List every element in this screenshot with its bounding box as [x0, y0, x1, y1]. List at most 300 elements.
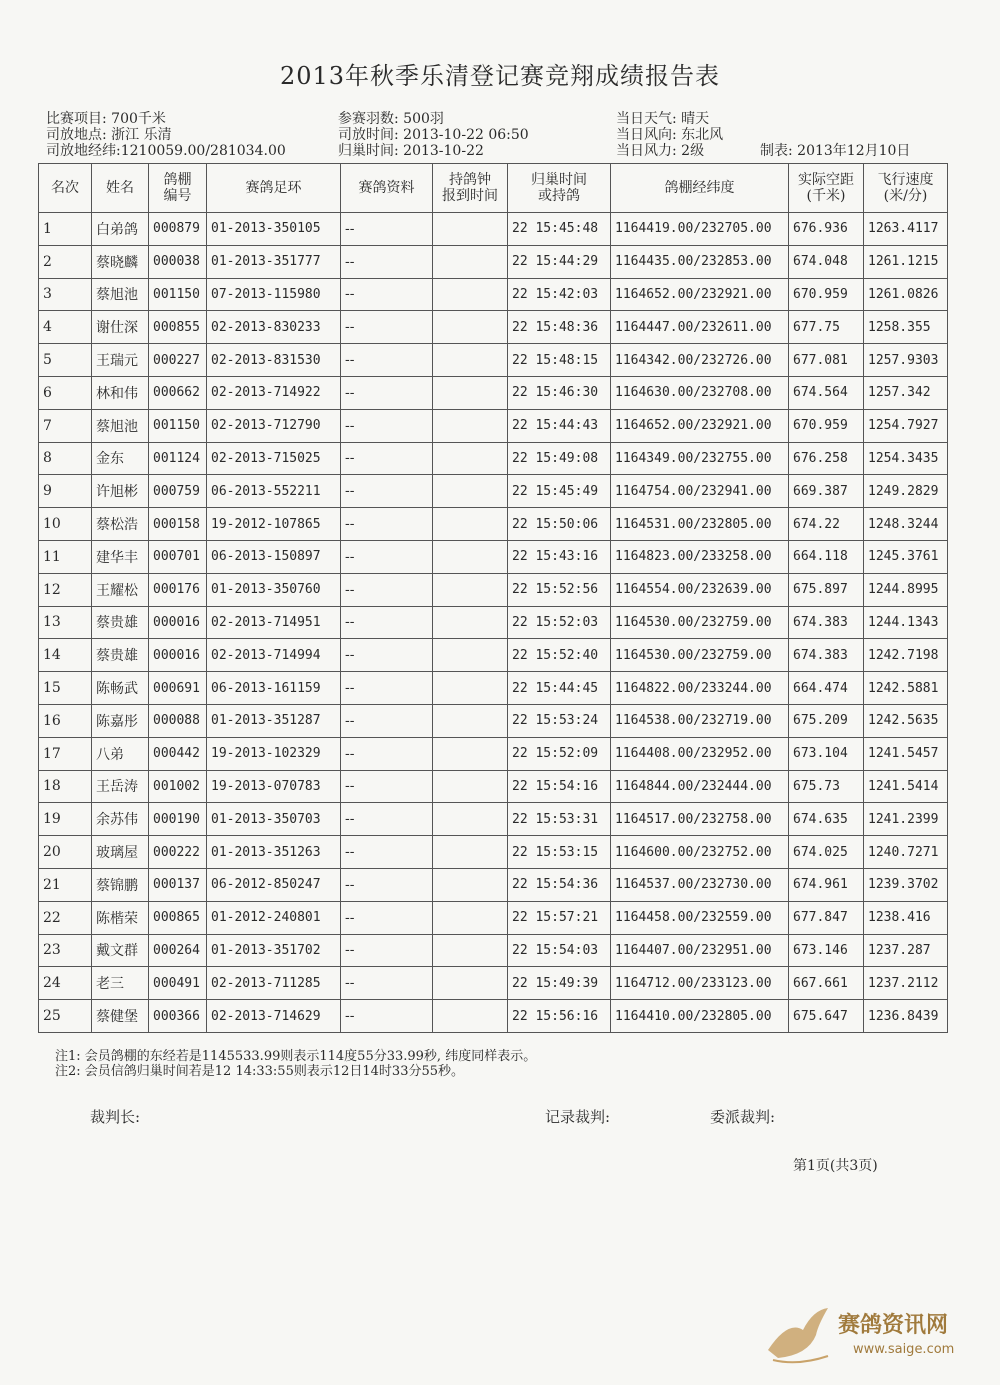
cell-ring: 01-2013-351777: [207, 245, 341, 278]
cell-coords: 1164419.00/232705.00: [611, 213, 789, 246]
cell-loft-no: 000176: [149, 573, 207, 606]
table-row: [39, 540, 948, 573]
cell-distance: 675.897: [789, 573, 864, 606]
note-1: 注1: 会员鸽棚的东经若是1145533.99则表示114度55分33.99秒, 纬度同样表示。: [55, 1049, 537, 1064]
cell-speed: 1239.3702: [864, 868, 948, 901]
cell-arrive-time: 22 15:52:56: [508, 573, 611, 606]
made-on-date: 制表: 2013年12月10日: [760, 143, 911, 159]
chief-referee-label: 裁判长:: [90, 1108, 141, 1126]
cell-rank: 5: [39, 344, 92, 377]
header-speed: [864, 164, 948, 213]
cell-clock: [433, 376, 508, 409]
cell-loft-no: 000759: [149, 475, 207, 508]
release-time: 司放时间: 2013-10-22 06:50: [338, 127, 529, 143]
cell-clock: [433, 770, 508, 803]
cell-arrive-time: 22 15:49:08: [508, 442, 611, 475]
cell-clock: [433, 737, 508, 770]
cell-rank: 10: [39, 508, 92, 541]
cell-clock: [433, 672, 508, 705]
cell-rank: 22: [39, 901, 92, 934]
cell-loft-no: 000190: [149, 803, 207, 836]
cell-rank: 2: [39, 245, 92, 278]
cell-clock: [433, 213, 508, 246]
cell-ring: 07-2013-115980: [207, 278, 341, 311]
cell-speed: 1241.5414: [864, 770, 948, 803]
cell-clock: [433, 508, 508, 541]
header-name: [92, 164, 149, 213]
cell-clock: [433, 1000, 508, 1033]
cell-arrive-time: 22 15:45:49: [508, 475, 611, 508]
cell-info: --: [341, 967, 433, 1000]
cell-name: 老三: [92, 967, 149, 1000]
cell-arrive-time: 22 15:48:15: [508, 344, 611, 377]
cell-arrive-time: 22 15:44:45: [508, 672, 611, 705]
cell-speed: 1238.416: [864, 901, 948, 934]
header-arrive-line2: 或持鸽: [538, 188, 580, 204]
cell-name: 谢仕深: [92, 311, 149, 344]
table-row: [39, 639, 948, 672]
cell-loft-no: 000366: [149, 1000, 207, 1033]
cell-coords: 1164435.00/232853.00: [611, 245, 789, 278]
cell-name: 蔡旭池: [92, 278, 149, 311]
weather: 当日天气: 晴天: [616, 111, 710, 127]
cell-info: --: [341, 868, 433, 901]
cell-rank: 6: [39, 376, 92, 409]
table-row: [39, 704, 948, 737]
header-name-label: 姓名: [106, 180, 134, 196]
watermark-name: 赛鸽资讯网: [838, 1313, 949, 1338]
cell-name: 金东: [92, 442, 149, 475]
cell-coords: 1164458.00/232559.00: [611, 901, 789, 934]
cell-clock: [433, 573, 508, 606]
header-speed-line2: (米/分): [883, 188, 928, 204]
cell-name: 戴文群: [92, 934, 149, 967]
cell-rank: 3: [39, 278, 92, 311]
cell-clock: [433, 606, 508, 639]
cell-speed: 1244.8995: [864, 573, 948, 606]
cell-distance: 674.383: [789, 606, 864, 639]
header-coords-label: 鸽棚经纬度: [664, 180, 735, 196]
cell-coords: 1164408.00/232952.00: [611, 737, 789, 770]
cell-ring: 02-2013-714994: [207, 639, 341, 672]
cell-distance: 674.025: [789, 836, 864, 869]
cell-ring: 06-2012-850247: [207, 868, 341, 901]
cell-rank: 21: [39, 868, 92, 901]
page-number: 第1页(共3页): [793, 1158, 878, 1174]
table-row: [39, 508, 948, 541]
cell-speed: 1237.287: [864, 934, 948, 967]
cell-distance: 669.387: [789, 475, 864, 508]
cell-info: --: [341, 934, 433, 967]
table-row: [39, 344, 948, 377]
cell-coords: 1164823.00/233258.00: [611, 540, 789, 573]
cell-coords: 1164712.00/233123.00: [611, 967, 789, 1000]
cell-info: --: [341, 508, 433, 541]
cell-rank: 14: [39, 639, 92, 672]
cell-clock: [433, 409, 508, 442]
cell-coords: 1164410.00/232805.00: [611, 1000, 789, 1033]
cell-loft-no: 000662: [149, 376, 207, 409]
recorder-referee-label: 记录裁判:: [545, 1108, 611, 1126]
header-distance-line1: 实际空距: [798, 172, 854, 188]
cell-distance: 676.936: [789, 213, 864, 246]
cell-info: --: [341, 344, 433, 377]
table-row: [39, 409, 948, 442]
cell-name: 林和伟: [92, 376, 149, 409]
cell-clock: [433, 803, 508, 836]
cell-ring: 02-2013-714629: [207, 1000, 341, 1033]
cell-ring: 01-2013-351702: [207, 934, 341, 967]
cell-loft-no: 000264: [149, 934, 207, 967]
cell-rank: 11: [39, 540, 92, 573]
header-clock-line2: 报到时间: [442, 188, 498, 204]
note-2: 注2: 会员信鸽归巢时间若是12 14:33:55则表示12日14时33分55秒。: [55, 1064, 465, 1079]
cell-ring: 19-2012-107865: [207, 508, 341, 541]
cell-speed: 1242.5635: [864, 704, 948, 737]
cell-coords: 1164342.00/232726.00: [611, 344, 789, 377]
cell-speed: 1254.7927: [864, 409, 948, 442]
header-clock: [433, 164, 508, 213]
cell-name: 蔡旭池: [92, 409, 149, 442]
table-row: [39, 311, 948, 344]
cell-clock: [433, 344, 508, 377]
release-coords: 司放地经纬:1210059.00/281034.00: [46, 143, 286, 159]
cell-distance: 673.104: [789, 737, 864, 770]
cell-name: 蔡贵雄: [92, 606, 149, 639]
cell-clock: [433, 245, 508, 278]
cell-loft-no: 000038: [149, 245, 207, 278]
cell-ring: 01-2013-350760: [207, 573, 341, 606]
cell-info: --: [341, 737, 433, 770]
cell-distance: 677.847: [789, 901, 864, 934]
table-row: [39, 376, 948, 409]
cell-name: 蔡晓麟: [92, 245, 149, 278]
table-row: [39, 934, 948, 967]
cell-speed: 1249.2829: [864, 475, 948, 508]
cell-clock: [433, 704, 508, 737]
cell-distance: 677.75: [789, 311, 864, 344]
cell-ring: 01-2012-240801: [207, 901, 341, 934]
cell-distance: 670.959: [789, 409, 864, 442]
cell-arrive-time: 22 15:56:16: [508, 1000, 611, 1033]
cell-speed: 1248.3244: [864, 508, 948, 541]
header-speed-line1: 飞行速度: [877, 172, 934, 188]
cell-coords: 1164554.00/232639.00: [611, 573, 789, 606]
cell-info: --: [341, 311, 433, 344]
cell-rank: 23: [39, 934, 92, 967]
cell-distance: 674.048: [789, 245, 864, 278]
cell-loft-no: 001002: [149, 770, 207, 803]
cell-loft-no: 000691: [149, 672, 207, 705]
header-distance: [789, 164, 864, 213]
header-info-label: 赛鸽资料: [358, 180, 415, 196]
cell-ring: 02-2013-712790: [207, 409, 341, 442]
table-row: [39, 213, 948, 246]
cell-coords: 1164652.00/232921.00: [611, 409, 789, 442]
header-loft-no: [149, 164, 207, 213]
cell-clock: [433, 540, 508, 573]
cell-arrive-time: 22 15:48:36: [508, 311, 611, 344]
cell-info: --: [341, 770, 433, 803]
cell-distance: 667.661: [789, 967, 864, 1000]
results-table: [38, 163, 948, 1033]
cell-ring: 02-2013-715025: [207, 442, 341, 475]
cell-coords: 1164600.00/232752.00: [611, 836, 789, 869]
cell-rank: 7: [39, 409, 92, 442]
cell-name: 八弟: [92, 737, 149, 770]
cell-info: --: [341, 245, 433, 278]
cell-name: 蔡松浩: [92, 508, 149, 541]
cell-coords: 1164630.00/232708.00: [611, 376, 789, 409]
cell-name: 王瑞元: [92, 344, 149, 377]
cell-info: --: [341, 376, 433, 409]
header-clock-line1: 持鸽钟: [449, 172, 491, 188]
cell-info: --: [341, 1000, 433, 1033]
cell-clock: [433, 311, 508, 344]
cell-loft-no: 000137: [149, 868, 207, 901]
header-loft-no-line2: 编号: [163, 188, 192, 204]
cell-rank: 4: [39, 311, 92, 344]
cell-coords: 1164407.00/232951.00: [611, 934, 789, 967]
cell-coords: 1164530.00/232759.00: [611, 639, 789, 672]
header-coords: [611, 164, 789, 213]
report-title: 2013年秋季乐清登记赛竞翔成绩报告表: [279, 62, 721, 90]
table-row: [39, 573, 948, 606]
cell-name: 王岳涛: [92, 770, 149, 803]
pigeon-icon: [758, 1300, 838, 1370]
cell-info: --: [341, 672, 433, 705]
cell-distance: 674.22: [789, 508, 864, 541]
watermark-logo: [758, 1300, 958, 1370]
header-loft-no-line1: 鸽棚: [163, 172, 192, 188]
cell-clock: [433, 278, 508, 311]
cell-distance: 664.118: [789, 540, 864, 573]
cell-loft-no: 001150: [149, 278, 207, 311]
cell-distance: 674.564: [789, 376, 864, 409]
cell-arrive-time: 22 15:53:24: [508, 704, 611, 737]
cell-loft-no: 000158: [149, 508, 207, 541]
header-rank: [39, 164, 92, 213]
cell-speed: 1237.2112: [864, 967, 948, 1000]
return-time: 归巢时间: 2013-10-22: [338, 143, 484, 159]
cell-loft-no: 000442: [149, 737, 207, 770]
table-row: [39, 803, 948, 836]
cell-info: --: [341, 901, 433, 934]
header-arrive: [508, 164, 611, 213]
cell-speed: 1244.1343: [864, 606, 948, 639]
cell-name: 陈嘉彤: [92, 704, 149, 737]
cell-arrive-time: 22 15:57:21: [508, 901, 611, 934]
table-row: [39, 245, 948, 278]
delegate-referee-label: 委派裁判:: [710, 1108, 776, 1126]
cell-arrive-time: 22 15:53:31: [508, 803, 611, 836]
cell-rank: 8: [39, 442, 92, 475]
cell-ring: 06-2013-552211: [207, 475, 341, 508]
cell-ring: 01-2013-351263: [207, 836, 341, 869]
cell-distance: 664.474: [789, 672, 864, 705]
cell-loft-no: 000016: [149, 639, 207, 672]
cell-clock: [433, 442, 508, 475]
cell-speed: 1257.342: [864, 376, 948, 409]
cell-clock: [433, 868, 508, 901]
cell-speed: 1245.3761: [864, 540, 948, 573]
cell-clock: [433, 475, 508, 508]
cell-arrive-time: 22 15:53:15: [508, 836, 611, 869]
cell-info: --: [341, 540, 433, 573]
cell-speed: 1241.5457: [864, 737, 948, 770]
cell-clock: [433, 639, 508, 672]
cell-name: 王耀松: [92, 573, 149, 606]
wind-direction: 当日风向: 东北风: [616, 127, 724, 143]
cell-clock: [433, 934, 508, 967]
cell-info: --: [341, 836, 433, 869]
cell-name: 陈畅武: [92, 672, 149, 705]
table-row: [39, 868, 948, 901]
cell-rank: 12: [39, 573, 92, 606]
cell-ring: 19-2013-102329: [207, 737, 341, 770]
cell-name: 余苏伟: [92, 803, 149, 836]
cell-name: 蔡贵雄: [92, 639, 149, 672]
cell-coords: 1164517.00/232758.00: [611, 803, 789, 836]
cell-speed: 1263.4117: [864, 213, 948, 246]
cell-rank: 19: [39, 803, 92, 836]
wind-force: 当日风力: 2级: [616, 143, 705, 159]
cell-distance: 674.961: [789, 868, 864, 901]
cell-rank: 1: [39, 213, 92, 246]
header-arrive-line1: 归巢时间: [531, 172, 587, 188]
header-info: [341, 164, 433, 213]
table-row: [39, 737, 948, 770]
cell-ring: 02-2013-714922: [207, 376, 341, 409]
cell-coords: 1164531.00/232805.00: [611, 508, 789, 541]
cell-coords: 1164349.00/232755.00: [611, 442, 789, 475]
cell-rank: 9: [39, 475, 92, 508]
cell-distance: 675.647: [789, 1000, 864, 1033]
cell-name: 陈楷荣: [92, 901, 149, 934]
cell-loft-no: 000865: [149, 901, 207, 934]
cell-name: 玻璃屋: [92, 836, 149, 869]
cell-info: --: [341, 606, 433, 639]
cell-distance: 676.258: [789, 442, 864, 475]
cell-distance: 677.081: [789, 344, 864, 377]
table-row: [39, 1000, 948, 1033]
cell-name: 建华丰: [92, 540, 149, 573]
cell-loft-no: 000222: [149, 836, 207, 869]
cell-coords: 1164652.00/232921.00: [611, 278, 789, 311]
cell-arrive-time: 22 15:54:16: [508, 770, 611, 803]
cell-coords: 1164537.00/232730.00: [611, 868, 789, 901]
cell-arrive-time: 22 15:54:36: [508, 868, 611, 901]
cell-distance: 674.383: [789, 639, 864, 672]
cell-distance: 675.73: [789, 770, 864, 803]
header-ring: [207, 164, 341, 213]
cell-arrive-time: 22 15:42:03: [508, 278, 611, 311]
table-header-row: [39, 164, 948, 213]
cell-ring: 01-2013-350105: [207, 213, 341, 246]
table-row: [39, 278, 948, 311]
cell-ring: 06-2013-150897: [207, 540, 341, 573]
cell-info: --: [341, 475, 433, 508]
cell-loft-no: 000491: [149, 967, 207, 1000]
cell-speed: 1258.355: [864, 311, 948, 344]
cell-ring: 02-2013-714951: [207, 606, 341, 639]
header-distance-line2: (千米): [806, 188, 846, 204]
cell-clock: [433, 836, 508, 869]
cell-coords: 1164754.00/232941.00: [611, 475, 789, 508]
cell-ring: 19-2013-070783: [207, 770, 341, 803]
table-row: [39, 475, 948, 508]
cell-speed: 1236.8439: [864, 1000, 948, 1033]
cell-ring: 02-2013-831530: [207, 344, 341, 377]
cell-rank: 15: [39, 672, 92, 705]
cell-arrive-time: 22 15:54:03: [508, 934, 611, 967]
entries-count: 参赛羽数: 500羽: [338, 111, 444, 127]
table-row: [39, 770, 948, 803]
cell-ring: 02-2013-830233: [207, 311, 341, 344]
cell-rank: 25: [39, 1000, 92, 1033]
event-info: 比赛项目: 700千米: [46, 111, 166, 127]
cell-info: --: [341, 213, 433, 246]
cell-name: 许旭彬: [92, 475, 149, 508]
cell-name: 蔡锦鹏: [92, 868, 149, 901]
table-row: [39, 901, 948, 934]
cell-speed: 1240.7271: [864, 836, 948, 869]
cell-arrive-time: 22 15:44:43: [508, 409, 611, 442]
cell-speed: 1242.7198: [864, 639, 948, 672]
cell-speed: 1242.5881: [864, 672, 948, 705]
cell-coords: 1164447.00/232611.00: [611, 311, 789, 344]
cell-ring: 01-2013-351287: [207, 704, 341, 737]
cell-rank: 24: [39, 967, 92, 1000]
cell-clock: [433, 901, 508, 934]
cell-arrive-time: 22 15:43:16: [508, 540, 611, 573]
cell-name: 白弟鸽: [92, 213, 149, 246]
cell-coords: 1164538.00/232719.00: [611, 704, 789, 737]
cell-ring: 06-2013-161159: [207, 672, 341, 705]
cell-loft-no: 000016: [149, 606, 207, 639]
cell-coords: 1164822.00/233244.00: [611, 672, 789, 705]
cell-loft-no: 001150: [149, 409, 207, 442]
cell-ring: 01-2013-350703: [207, 803, 341, 836]
table-row: [39, 967, 948, 1000]
cell-rank: 13: [39, 606, 92, 639]
cell-arrive-time: 22 15:52:03: [508, 606, 611, 639]
cell-distance: 674.635: [789, 803, 864, 836]
cell-rank: 16: [39, 704, 92, 737]
release-place: 司放地点: 浙江 乐清: [46, 127, 172, 143]
cell-coords: 1164530.00/232759.00: [611, 606, 789, 639]
cell-arrive-time: 22 15:45:48: [508, 213, 611, 246]
cell-info: --: [341, 278, 433, 311]
cell-loft-no: 000227: [149, 344, 207, 377]
cell-loft-no: 001124: [149, 442, 207, 475]
cell-loft-no: 000088: [149, 704, 207, 737]
cell-distance: 670.959: [789, 278, 864, 311]
cell-info: --: [341, 639, 433, 672]
cell-clock: [433, 967, 508, 1000]
cell-info: --: [341, 704, 433, 737]
cell-arrive-time: 22 15:44:29: [508, 245, 611, 278]
cell-speed: 1241.2399: [864, 803, 948, 836]
cell-ring: 02-2013-711285: [207, 967, 341, 1000]
header-ring-label: 赛鸽足环: [245, 180, 302, 196]
table-row: [39, 836, 948, 869]
table-row: [39, 442, 948, 475]
cell-distance: 675.209: [789, 704, 864, 737]
cell-coords: 1164844.00/232444.00: [611, 770, 789, 803]
cell-arrive-time: 22 15:50:06: [508, 508, 611, 541]
cell-info: --: [341, 442, 433, 475]
